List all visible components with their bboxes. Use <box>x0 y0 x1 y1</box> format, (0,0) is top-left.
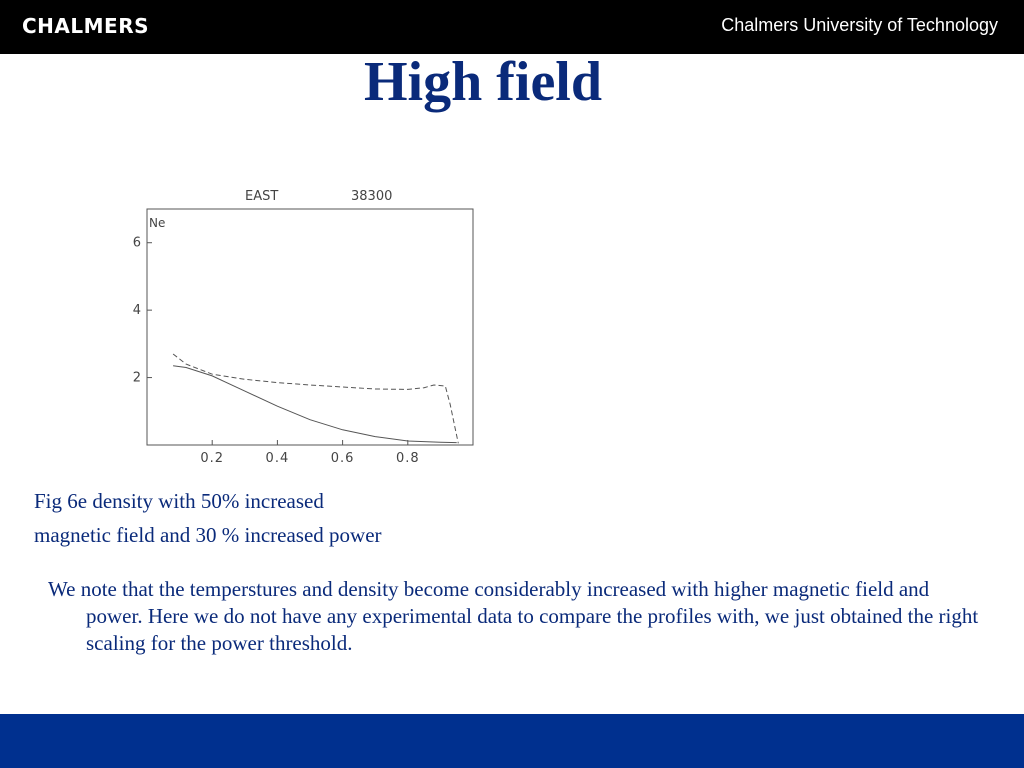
header-bar <box>0 0 1024 54</box>
caption-line-1: Fig 6e density with 50% increased <box>34 489 324 513</box>
y-axis-label: Ne <box>149 216 166 230</box>
x-tick-label: 0.2 <box>200 451 225 466</box>
dashed-density-line <box>173 354 458 443</box>
plot-frame <box>147 209 473 445</box>
y-tick-label: 6 <box>132 235 141 251</box>
body-paragraph: We note that the temperstures and density become considerably increased with higher magnetic field and power. Here we do not have any experimental data to compare the profiles with, we just obtained the right scaling for the power threshold. <box>48 577 979 655</box>
x-tick-label: 0.8 <box>395 451 420 466</box>
caption-line-2: magnetic field and 30 % increased power <box>34 523 382 547</box>
figure-caption <box>34 484 382 552</box>
x-tick-label: 0.6 <box>330 451 355 466</box>
y-tick-label: 2 <box>132 370 141 386</box>
slide-title: High field <box>363 51 603 113</box>
x-tick-label: 0.4 <box>265 451 290 466</box>
chalmers-logo: CHALMERS <box>22 14 150 38</box>
chart-subtitle: 38300 <box>351 189 393 204</box>
footer-bar <box>0 714 1024 768</box>
chart-title: EAST <box>245 189 279 204</box>
solid-density-line <box>173 366 457 443</box>
density-chart <box>120 180 500 470</box>
y-tick-label: 4 <box>132 303 141 319</box>
university-name: Chalmers University of Technology <box>721 15 998 35</box>
